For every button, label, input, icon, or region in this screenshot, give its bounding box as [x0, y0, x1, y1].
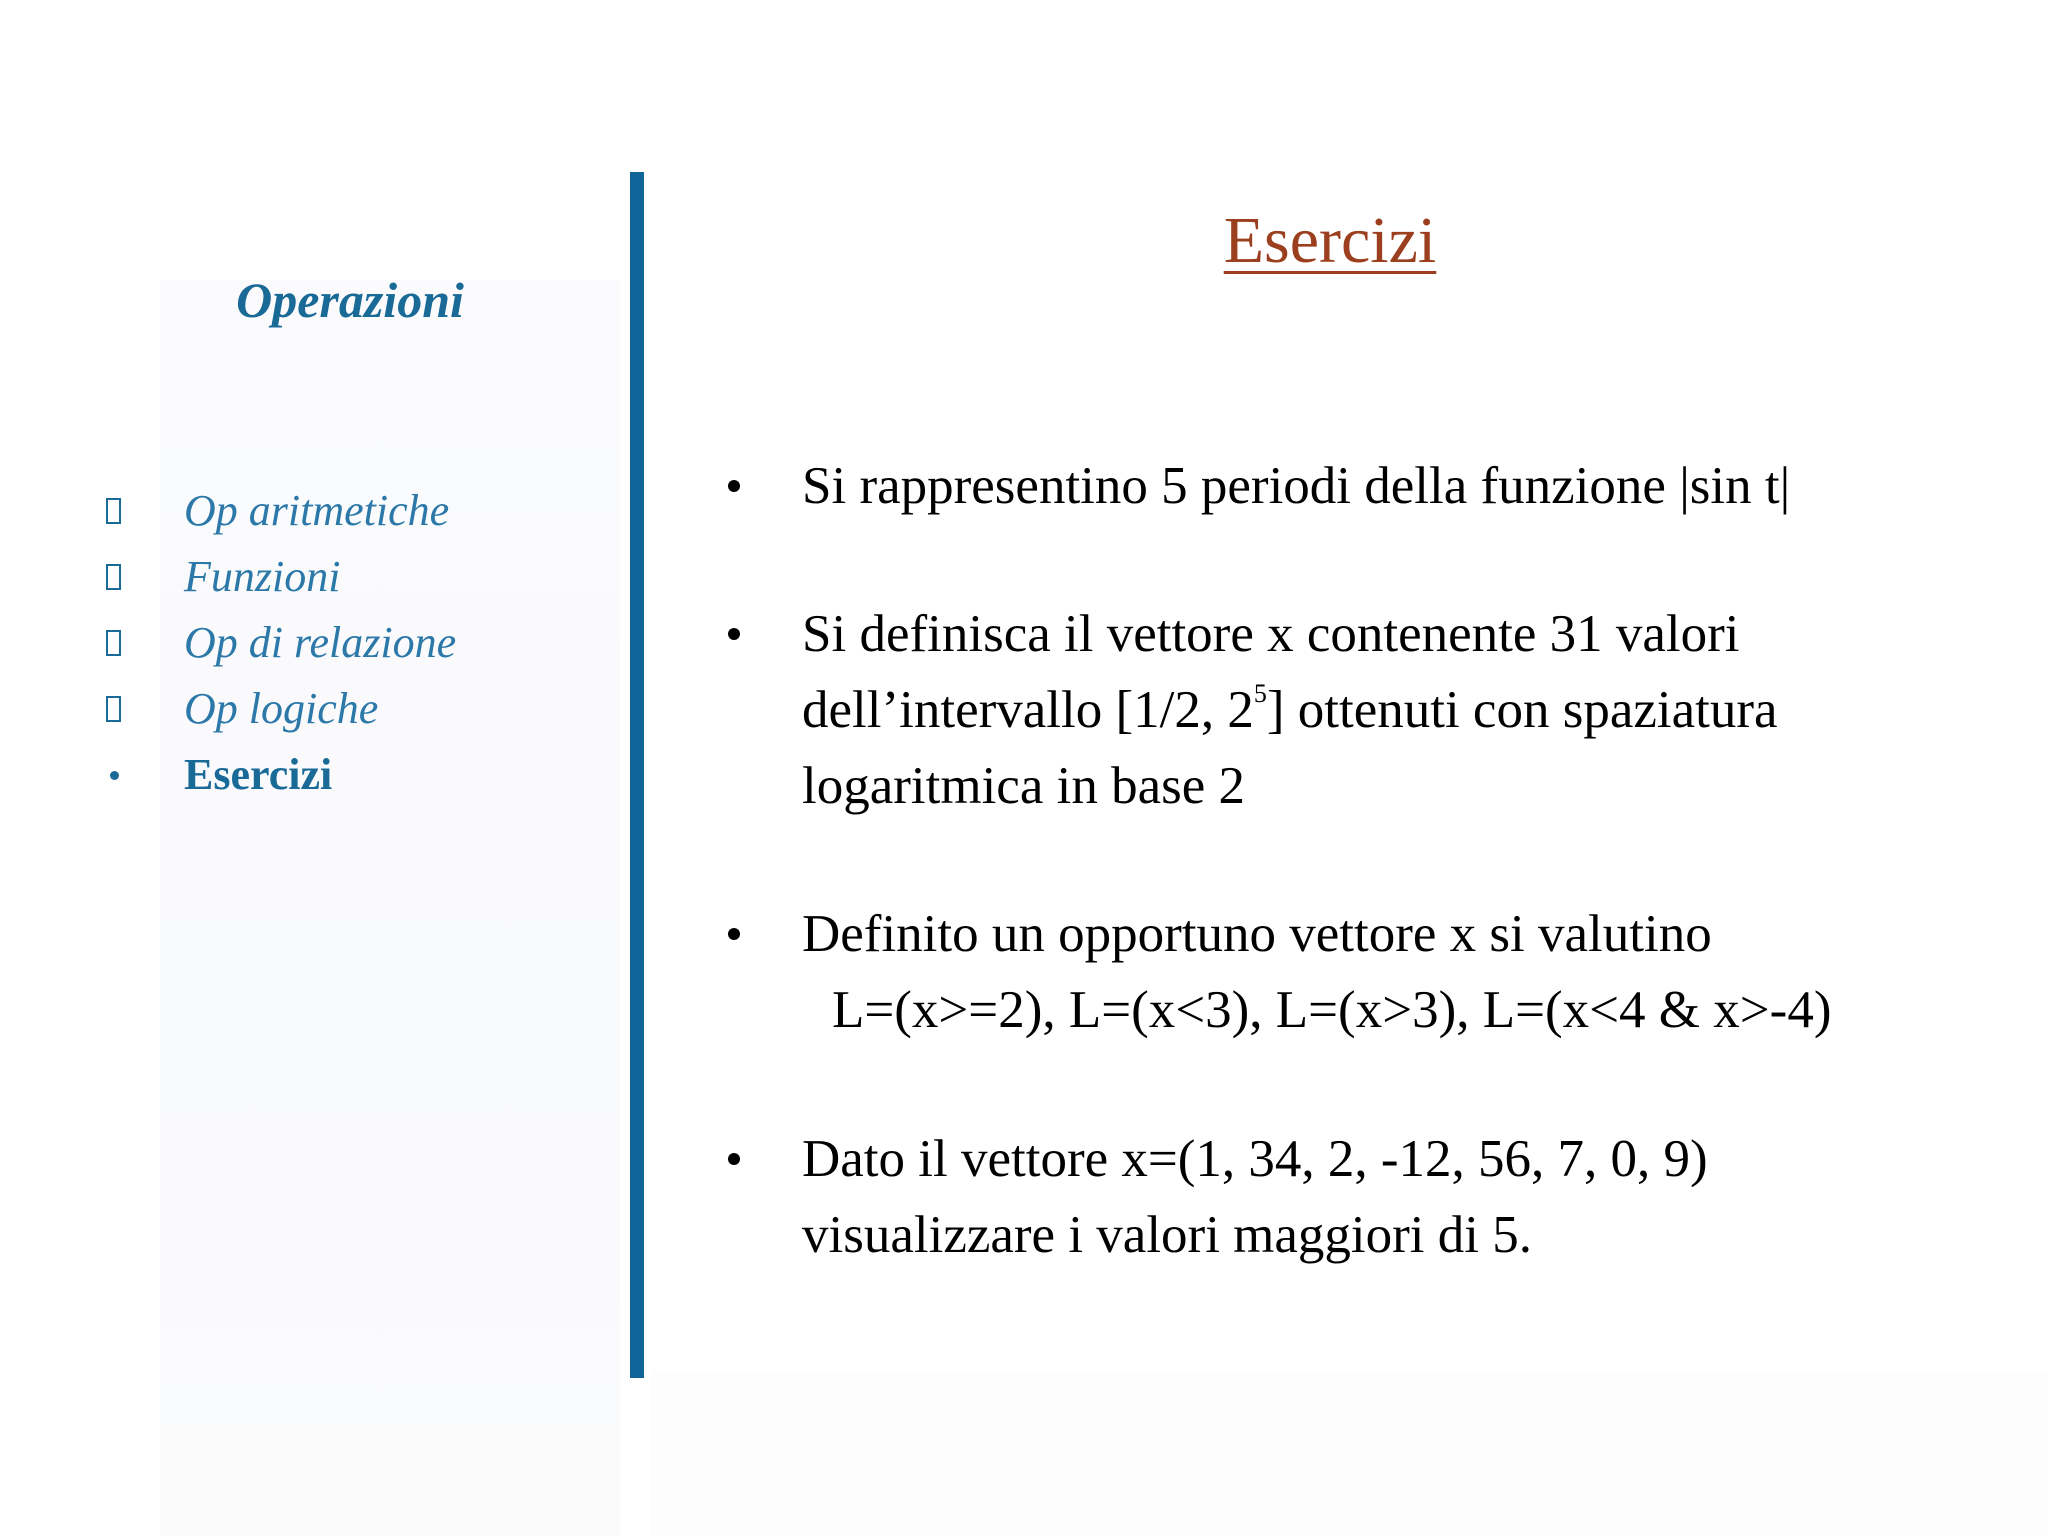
sidebar-item-label: Funzioni — [184, 552, 341, 601]
sidebar-background — [160, 280, 620, 1536]
bullet-text — [802, 448, 1790, 524]
sidebar-item-esercizi[interactable] — [100, 742, 456, 808]
bullet-icon — [722, 1121, 802, 1197]
bullet-line: Si rappresentino 5 periodi della funzione |sin t| — [802, 457, 1791, 515]
bullet-line-part: dell’intervallo [1/2, 2 — [802, 681, 1254, 739]
sidebar-item-funzioni[interactable] — [100, 544, 456, 610]
bullet-line: visualizzare i valori maggiori di 5. — [802, 1206, 1532, 1264]
bullet-line-part: ] ottenuti con spaziatura — [1266, 681, 1778, 739]
vertical-divider — [630, 172, 644, 1378]
footer-background — [650, 1370, 2048, 1536]
bullet-line — [802, 672, 1778, 748]
sidebar-section-title: Operazioni — [236, 272, 464, 328]
box-icon — [100, 564, 184, 590]
sidebar-item-label: Op aritmetiche — [184, 486, 450, 535]
bullet-text — [802, 1121, 1708, 1273]
superscript-exponent: 5 — [1253, 679, 1267, 709]
bullet-dot-icon — [100, 771, 184, 780]
sidebar-item-label: Esercizi — [184, 750, 333, 799]
box-icon — [100, 630, 184, 656]
bullet-item — [722, 1121, 1708, 1273]
bullet-item — [722, 448, 1790, 524]
bullet-icon — [722, 896, 802, 972]
slide-title: Esercizi — [1223, 204, 1437, 277]
bullet-line: Dato il vettore x=(1, 34, 2, -12, 56, 7, 0, 9) — [802, 1130, 1708, 1188]
bullet-item — [722, 596, 1778, 824]
sidebar-item-label: Op di relazione — [184, 618, 457, 667]
sidebar-item-op-di-relazione[interactable] — [100, 610, 456, 676]
box-icon — [100, 498, 184, 524]
box-icon — [100, 696, 184, 722]
bullet-text — [802, 896, 1831, 1048]
bullet-icon — [722, 596, 802, 672]
bullet-line: Si definisca il vettore x contenente 31 valori — [802, 605, 1740, 663]
bullet-item — [722, 896, 1831, 1048]
bullet-line: L=(x>=2), L=(x<3), L=(x>3), L=(x<4 & x>-4) — [832, 981, 1832, 1039]
bullet-text — [802, 596, 1778, 824]
bullet-line: logaritmica in base 2 — [802, 757, 1245, 815]
bullet-line: Definito un opportuno vettore x si valutino — [802, 905, 1712, 963]
sidebar-item-label: Op logiche — [184, 684, 379, 733]
sidebar-nav — [100, 478, 456, 808]
sidebar-item-op-aritmetiche[interactable] — [100, 478, 456, 544]
bullet-icon — [722, 448, 802, 524]
sidebar-item-op-logiche[interactable] — [100, 676, 456, 742]
